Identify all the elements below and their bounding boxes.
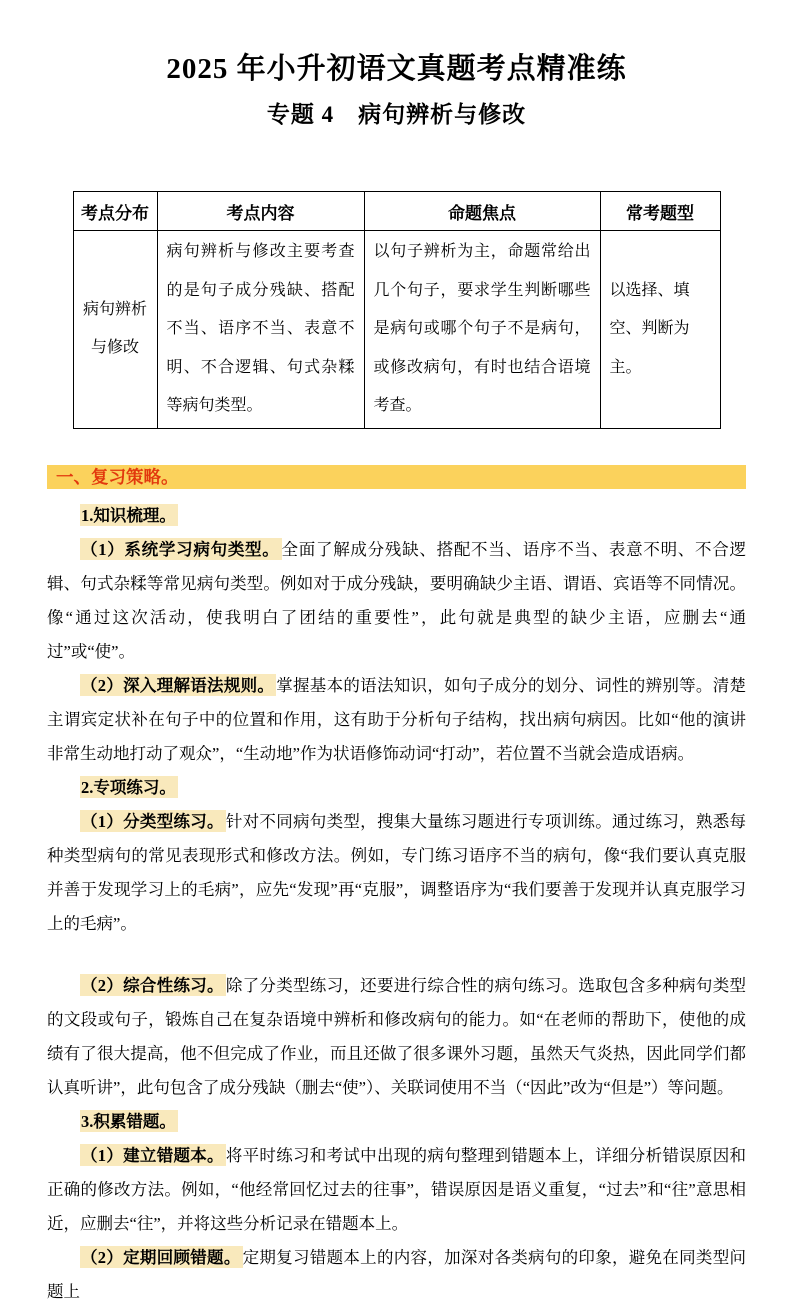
section-heading-bar	[47, 465, 746, 489]
paragraph-comprehensive-practice	[47, 969, 746, 1105]
page-title: 2025 年小升初语文真题考点精准练	[166, 53, 627, 85]
paragraph-text: 定期复习错题本上的内容，加深对各类病句的印象，避免在同类型问题上	[47, 1247, 747, 1301]
table-header-row	[73, 192, 720, 231]
table-header-focus: 命题焦点	[364, 192, 600, 231]
paragraph-grammar-rules	[47, 669, 746, 771]
paragraph-error-notebook	[47, 1139, 746, 1241]
section-body	[47, 499, 746, 1309]
paragraph-label: （1）建立错题本。	[81, 1145, 224, 1165]
subheading-knowledge: 1.知识梳理。	[81, 505, 176, 525]
page-subtitle: 专题 4 病句辨析与修改	[266, 102, 527, 127]
paragraph-text: 将平时练习和考试中出现的病句整理到错题本上，详细分析错误原因和正确的修改方法。例如，“他经常回忆过去的往事”，错误原因是语义重复，“过去”和“往”意思相近，应删去“往”，并将这些分析记录在错题本上。	[47, 1145, 747, 1233]
paragraph-label: （1）系统学习病句类型。	[81, 539, 280, 559]
paragraph-text: 全面了解成分残缺、搭配不当、语序不当、表意不明、不合逻辑、句式杂糅等常见病句类型。例如对于成分残缺，要明确缺少主语、谓语、宾语等不同情况。像“通过这次活动，使我明白了团结的重要性”，此句就是典型的缺少主语，应删去“通过”或“使”。	[47, 539, 747, 661]
table-header-question-types: 常考题型	[600, 192, 720, 231]
paragraph-label: （2）定期回顾错题。	[81, 1247, 241, 1267]
cell-focus: 以句子辨析为主，命题常给出几个句子，要求学生判断哪些是病句或哪个句子不是病句，或修改病句，有时也结合语境考查。	[364, 231, 600, 429]
paragraph-label: （1）分类型练习。	[81, 811, 224, 831]
exam-points-table	[73, 191, 721, 429]
paragraph-categorized-practice	[47, 805, 746, 941]
table-row	[73, 231, 720, 429]
subheading-special-practice: 2.专项练习。	[81, 777, 176, 797]
paragraph-label: （2）深入理解语法规则。	[81, 675, 275, 695]
paragraph-text: 针对不同病句类型，搜集大量练习题进行专项训练。通过练习，熟悉每种类型病句的常见表现形式和修改方法。例如，专门练习语序不当的病句，像“我们要认真克服并善于发现学习上的毛病”，应先“发现”再“克服”，调整语序为“我们要善于发现并认真克服学习上的毛病”。	[47, 811, 747, 933]
subheading-error-collection: 3.积累错题。	[81, 1111, 176, 1131]
table-header-content: 考点内容	[157, 192, 364, 231]
paragraph-label: （2）综合性练习。	[81, 975, 224, 995]
cell-content: 病句辨析与修改主要考查的是句子成分残缺、搭配不当、语序不当、表意不明、不合逻辑、句式杂糅等病句类型。	[157, 231, 364, 429]
paragraph-text: 除了分类型练习，还要进行综合性的病句练习。选取包含多种病句类型的文段或句子，锻炼自己在复杂语境中辨析和修改病句的能力。如“在老师的帮助下，使他的成绩有了很大提高，他不但完成了作业，而且还做了很多课外习题，虽然天气炎热，因此同学们都认真听讲”，此句包含了成分残缺（删去“使”）、关联词使用不当（“因此”改为“但是”）等问题。	[47, 975, 747, 1097]
cell-question-types: 以选择、填空、判断为主。	[600, 231, 720, 429]
paragraph-text: 掌握基本的语法知识，如句子成分的划分、词性的辨别等。清楚主谓宾定状补在句子中的位置和作用，这有助于分析句子结构，找出病句病因。比如“他的演讲非常生动地打动了观众”，“生动地”作为状语修饰动词“打动”，若位置不当就会造成语病。	[47, 675, 747, 763]
cell-distribution: 病句辨析与修改	[73, 231, 157, 429]
paragraph-systematic-study	[47, 533, 746, 669]
paragraph-review-errors	[47, 1241, 746, 1309]
section-heading: 一、复习策略。	[56, 466, 179, 487]
table-header-distribution: 考点分布	[73, 192, 157, 231]
